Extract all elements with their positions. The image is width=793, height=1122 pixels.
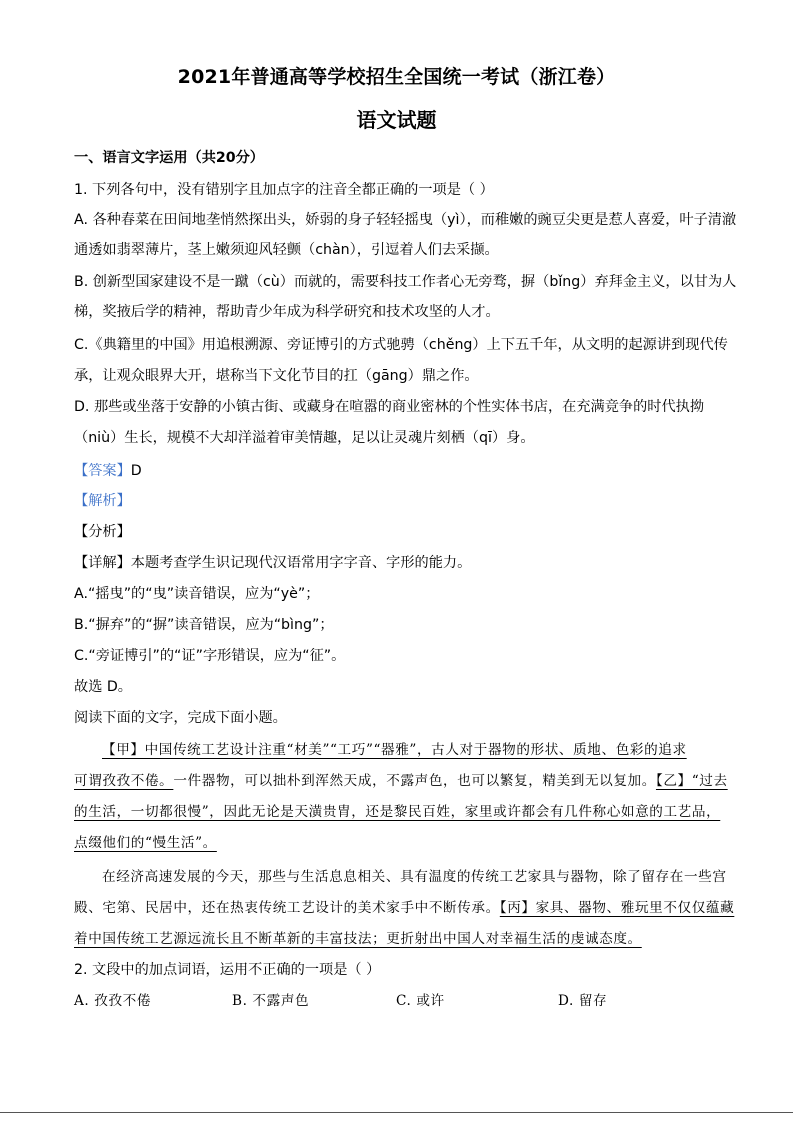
answer-row bbox=[74, 461, 734, 481]
analysis-label: 【解析】 bbox=[74, 493, 131, 509]
explanation-c: C.“旁证博引”的“证”字形错误，应为“征”。 bbox=[74, 648, 346, 664]
question-1-option-b-line2: 梯，奖掖后学的精神，帮助青少年成为科学研究和技术攻坚的人才。 bbox=[74, 304, 500, 320]
reading-intro: 阅读下面的文字，完成下面小题。 bbox=[74, 710, 287, 726]
question-1-option-c-line1: C.《典籍里的中国》用追根溯源、旁证博引的方式驰骋（chěng）上下五千年，从文明的起源讲到现代传 bbox=[74, 337, 728, 353]
question-1-stem: 1. 下列各句中，没有错别字且加点字的注音全都正确的一项是（ ） bbox=[74, 182, 494, 198]
question-2-option-c: C. 或许 bbox=[396, 993, 445, 1009]
explanation-a: A.“摇曳”的“曳”读音错误，应为“yè”； bbox=[74, 586, 320, 602]
question-1-option-a-line1: A. 各种春菜在田间地垄悄然探出头，娇弱的身子轻轻摇曳（yì），而稚嫩的豌豆尖更是惹人喜爱，叶子清澈 bbox=[74, 212, 737, 228]
question-2-options bbox=[74, 991, 734, 1011]
answer-label: 【答案】 bbox=[74, 463, 131, 479]
passage-paragraph-2-line-2 bbox=[74, 898, 734, 918]
question-2-option-b: B. 不露声色 bbox=[232, 993, 310, 1009]
question-1-option-d-line2: （niù）生长，规模不大却洋溢着审美情趣，足以让灵魂片刻栖（qī）身。 bbox=[74, 430, 535, 446]
passage-plain-sentence-2: 殿、宅第、民居中，还在热衷传统工艺设计的美术家手中不断传承。 bbox=[74, 900, 500, 916]
passage-paragraph-2-line-3: 着中国传统工艺源远流长且不断革新的丰富技法；更折射出中国人对幸福生活的虔诚态度。 bbox=[74, 931, 642, 947]
explanation-b: B.“摒弃”的“摒”读音错误，应为“bìng”； bbox=[74, 617, 334, 633]
answer-value: D bbox=[130, 463, 142, 479]
detail-text: 【详解】本题考查学生识记现代汉语常用字字音、字形的能力。 bbox=[74, 555, 472, 571]
question-1-option-a-line2: 通透如翡翠薄片，茎上嫩须迎风轻颤（chàn），引逗着人们去采撷。 bbox=[74, 242, 499, 258]
question-2-option-d: D. 留存 bbox=[558, 993, 608, 1009]
passage-yi-start: 【乙】“过去 bbox=[655, 773, 728, 789]
fenxi-label: 【分析】 bbox=[74, 524, 131, 540]
passage-paragraph-1-line-4: 点缀他们的“慢生活”。 bbox=[74, 835, 217, 851]
passage-jia-end: 可谓孜孜不倦。 bbox=[74, 773, 174, 789]
page-bottom-divider bbox=[0, 1112, 793, 1113]
passage-plain-sentence: 一件器物，可以拙朴到浑然天成，不露声色，也可以繁复，精美到无以复加。 bbox=[173, 773, 656, 789]
question-2-option-a: A. 孜孜不倦 bbox=[74, 993, 152, 1009]
passage-paragraph-1-line-3: 的生活，一切都很慢”，因此无论是天潢贵胄，还是黎民百姓，家里或许都会有几件称心如意的工艺品， bbox=[74, 804, 721, 820]
conclusion-text: 故选 D。 bbox=[74, 679, 132, 695]
exam-subtitle: 语文试题 bbox=[356, 108, 437, 132]
section-heading: 一、语言文字运用（共20分） bbox=[74, 150, 264, 166]
question-2-stem: 2. 文段中的加点词语，运用不正确的一项是（ ） bbox=[74, 962, 381, 978]
question-1-option-d-line1: D. 那些或坐落于安静的小镇古街、或藏身在喧嚣的商业密林的个性实体书店，在充满竞争的时代执拗 bbox=[74, 399, 705, 415]
question-1-option-b-line1: B. 创新型国家建设不是一蹴（cù）而就的，需要科技工作者心无旁骛，摒（bǐng）弃拜金主义，以甘为人 bbox=[74, 274, 737, 290]
exam-title: 2021年普通高等学校招生全国统一考试（浙江卷） bbox=[177, 66, 616, 88]
passage-paragraph-1-line-2 bbox=[74, 771, 734, 791]
passage-paragraph-2-line-1: 在经济高速发展的今天，那些与生活息息相关、具有温度的传统工艺家具与器物，除了留存在一些宫 bbox=[102, 869, 727, 885]
passage-bing-start: 【丙】家具、器物、雅玩里不仅仅蕴藏 bbox=[499, 900, 735, 916]
passage-paragraph-1-line-1: 【甲】中国传统工艺设计注重“材美”“工巧”“器雅”，古人对于器物的形状、质地、色彩的追求 bbox=[102, 742, 687, 758]
question-1-option-c-line2: 承，让观众眼界大开，堪称当下文化节目的扛（gāng）鼎之作。 bbox=[74, 368, 479, 384]
